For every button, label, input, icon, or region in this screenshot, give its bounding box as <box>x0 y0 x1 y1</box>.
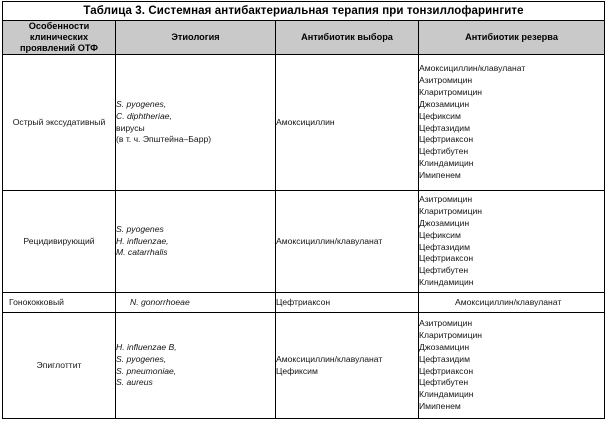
cell-drug-choice <box>276 293 419 313</box>
drug-reserve-line: Азитромицин <box>419 193 473 204</box>
drug-reserve-line: Цефтазидим <box>419 122 471 133</box>
drug-reserve-line: Цефтриаксон <box>419 365 474 376</box>
drug-reserve-line: Кларитромицин <box>419 86 483 97</box>
cell-drug-reserve <box>419 55 605 191</box>
table-title: Таблица 3. Системная антибактериальная терапия при тонзиллофарингите <box>3 2 605 21</box>
cell-etiology <box>116 293 276 313</box>
drug-reserve-line: Кларитромицин <box>419 329 483 340</box>
column-header-clinical <box>3 21 116 55</box>
drug-choice-line: Амоксициллин/клавуланат <box>276 353 383 364</box>
etiology-line: вирусы <box>116 122 145 133</box>
cell-clinical: Острый экссудативный <box>3 55 116 191</box>
drug-reserve-line: Клиндамицин <box>419 158 474 169</box>
drug-reserve-line: Азитромицин <box>419 317 473 328</box>
table-body <box>3 55 605 419</box>
cell-clinical: Рецидивирующий <box>3 191 116 293</box>
title-row <box>3 2 605 21</box>
column-header-drug-choice-line1: Антибиотик выбора <box>301 32 393 42</box>
column-header-drug-reserve <box>419 21 605 55</box>
drug-reserve-line: Цефтазидим <box>419 353 471 364</box>
table-row <box>3 293 605 313</box>
drug-reserve-line: Амоксициллин/клавуланат <box>419 62 526 73</box>
drug-reserve-line: Кларитромицин <box>419 205 483 216</box>
cell-etiology <box>116 55 276 191</box>
drug-reserve-line: Амоксициллин/клавуланат <box>455 296 562 307</box>
column-header-clinical-line1: Особенности клинических <box>28 21 90 42</box>
table-head <box>3 2 605 55</box>
etiology-line: S. pyogenes <box>116 224 164 235</box>
cell-drug-choice <box>276 55 419 191</box>
drug-choice-line: Амоксициллин/клавуланат <box>276 235 383 246</box>
drug-reserve-line: Имипенем <box>419 170 461 181</box>
table-row <box>3 55 605 191</box>
etiology-line: S. aureus <box>116 377 153 388</box>
etiology-line: S. pneumoniae, <box>116 365 177 376</box>
cell-drug-reserve <box>419 293 605 313</box>
drug-reserve-line: Джозамицин <box>419 98 470 109</box>
drug-choice-line: Цефтриаксон <box>276 296 331 307</box>
header-row <box>3 21 605 55</box>
column-header-drug-choice <box>276 21 419 55</box>
cell-clinical: Эпиглоттит <box>3 313 116 419</box>
table-row <box>3 191 605 293</box>
cell-drug-reserve <box>419 191 605 293</box>
etiology-line: N. gonorrhoeae <box>130 296 190 307</box>
etiology-line: M. catarrhalis <box>116 247 168 258</box>
column-header-etiology-line1: Этиология <box>171 32 220 42</box>
etiology-line: H. influenzae B, <box>116 342 177 353</box>
drug-reserve-line: Клиндамицин <box>419 389 474 400</box>
drug-choice-line: Цефиксим <box>276 365 318 376</box>
cell-drug-choice <box>276 313 419 419</box>
etiology-line: S. pyogenes, <box>116 353 167 364</box>
cell-drug-choice <box>276 191 419 293</box>
drug-choice-line: Амоксициллин <box>276 116 335 127</box>
cell-etiology <box>116 191 276 293</box>
drug-reserve-line: Джозамицин <box>419 217 470 228</box>
table-row <box>3 313 605 419</box>
drug-reserve-line: Цефтриаксон <box>419 253 474 264</box>
drug-reserve-line: Имипенем <box>419 401 461 412</box>
column-header-drug-reserve-line1: Антибиотик резерва <box>465 32 558 42</box>
column-header-etiology <box>116 21 276 55</box>
drug-reserve-line: Цефтриаксон <box>419 134 474 145</box>
antibiotic-therapy-table <box>2 1 605 419</box>
drug-reserve-line: Джозамицин <box>419 341 470 352</box>
etiology-line: S. pyogenes, <box>116 99 167 110</box>
drug-reserve-line: Цефиксим <box>419 110 461 121</box>
drug-reserve-line: Цефтибутен <box>419 146 469 157</box>
drug-reserve-line: Клиндамицин <box>419 277 474 288</box>
cell-clinical: Гонококковый <box>3 293 116 313</box>
etiology-line: C. diphtheriae, <box>116 110 172 121</box>
column-header-clinical-line2: проявлений ОТФ <box>19 43 98 53</box>
cell-drug-reserve <box>419 313 605 419</box>
cell-etiology <box>116 313 276 419</box>
drug-reserve-line: Азитромицин <box>419 74 473 85</box>
drug-reserve-line: Цефтазидим <box>419 241 471 252</box>
drug-reserve-line: Цефтибутен <box>419 377 469 388</box>
drug-reserve-line: Цефтибутен <box>419 265 469 276</box>
drug-reserve-line: Цефиксим <box>419 229 461 240</box>
etiology-line: (в т. ч. Эпштейна–Барр) <box>116 134 212 145</box>
etiology-line: H. influenzae, <box>116 235 169 246</box>
